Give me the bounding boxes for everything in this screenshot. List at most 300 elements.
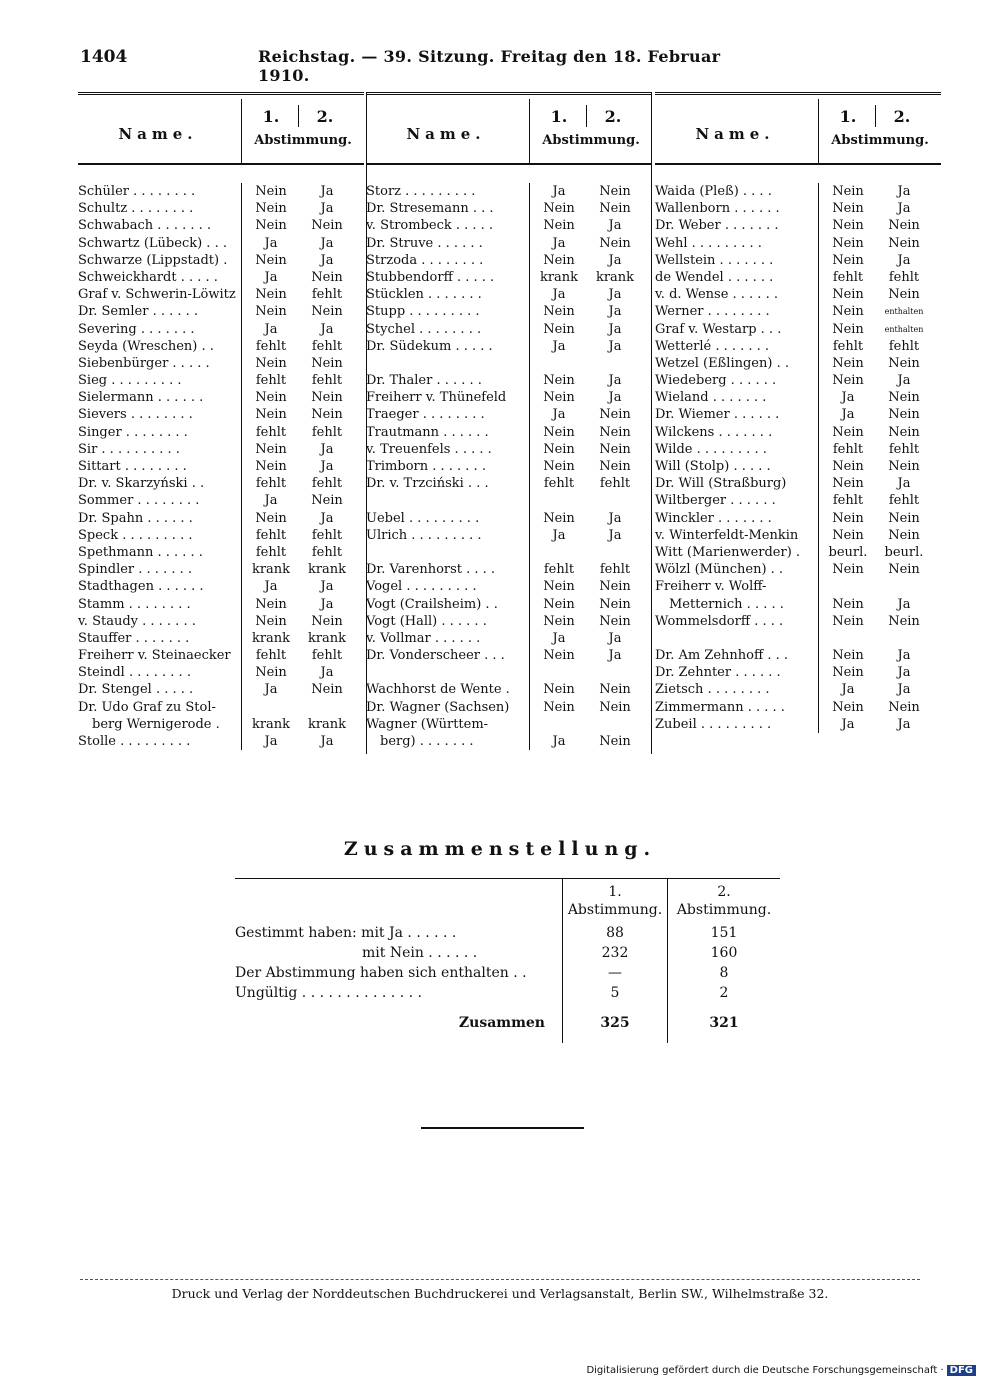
summary-label: mit Nein . . . . . . bbox=[362, 945, 478, 961]
summary-value-2: 151 bbox=[710, 925, 738, 941]
member-name: Winckler . . . . . . . bbox=[655, 510, 772, 526]
member-name: Dr. Spahn . . . . . . bbox=[78, 510, 193, 526]
vote-2: Nein bbox=[311, 269, 343, 285]
vote-2: Ja bbox=[608, 648, 622, 664]
table-row bbox=[655, 200, 941, 217]
member-name: Severing . . . . . . . bbox=[78, 321, 195, 337]
table-row bbox=[78, 217, 364, 234]
member-name: Wehl . . . . . . . . . bbox=[655, 235, 762, 251]
vote-1: Nein bbox=[543, 218, 575, 234]
vote-1: Ja bbox=[552, 338, 566, 354]
vote-1: Nein bbox=[255, 390, 287, 406]
member-name: Dr. Stresemann . . . bbox=[366, 201, 494, 217]
table-row bbox=[655, 458, 941, 475]
table-row bbox=[366, 716, 652, 733]
table-row bbox=[78, 681, 364, 698]
column-divider bbox=[651, 92, 652, 754]
vote-2: Ja bbox=[608, 510, 622, 526]
table-row bbox=[366, 303, 652, 320]
vote-2: Ja bbox=[320, 321, 334, 337]
table-row bbox=[366, 235, 652, 252]
vote-2: Ja bbox=[608, 321, 622, 337]
member-name: Stücklen . . . . . . . bbox=[366, 287, 482, 303]
summary-col1-head: 1. bbox=[608, 884, 622, 900]
table-row bbox=[655, 561, 941, 578]
vote-2: Ja bbox=[608, 252, 622, 268]
vote-1: Nein bbox=[832, 510, 864, 526]
table-row bbox=[366, 338, 652, 355]
member-name: Wilckens . . . . . . . bbox=[655, 424, 773, 440]
table-row bbox=[78, 716, 364, 733]
member-name: Freiherr v. Steinaecker bbox=[78, 648, 231, 664]
vote-1: fehlt bbox=[832, 338, 864, 354]
vote-2: Nein bbox=[311, 613, 343, 629]
vote-1: krank bbox=[251, 630, 291, 646]
vote-2: Nein bbox=[888, 390, 920, 406]
vote-2: Nein bbox=[599, 424, 631, 440]
member-name: Traeger . . . . . . . . bbox=[366, 407, 485, 423]
member-name: Strzoda . . . . . . . . bbox=[366, 252, 484, 268]
table-row bbox=[655, 355, 941, 372]
table-row bbox=[655, 681, 941, 698]
vote-2: Ja bbox=[608, 373, 622, 389]
vote-1: fehlt bbox=[832, 269, 864, 285]
summary-value-1: 88 bbox=[606, 925, 624, 941]
table-row bbox=[655, 424, 941, 441]
summary-col2-head: 2. bbox=[717, 884, 731, 900]
member-name: Vogel . . . . . . . . . bbox=[366, 579, 477, 595]
member-name: Werner . . . . . . . . bbox=[655, 304, 770, 320]
table-row bbox=[655, 269, 941, 286]
member-name: Seyda (Wreschen) . . bbox=[78, 338, 214, 354]
member-name: Wölzl (München) . . bbox=[655, 562, 784, 578]
vote-1: Ja bbox=[552, 630, 566, 646]
vote-1: Nein bbox=[832, 562, 864, 578]
member-name: Schweickhardt . . . . . bbox=[78, 269, 218, 285]
vote2-heading: 2. bbox=[893, 107, 911, 126]
member-name: Ulrich . . . . . . . . . bbox=[366, 527, 482, 543]
member-name: Spindler . . . . . . . bbox=[78, 562, 192, 578]
table-row bbox=[366, 406, 652, 423]
table-row bbox=[655, 613, 941, 630]
vote-1: Nein bbox=[543, 682, 575, 698]
vote-2: Ja bbox=[897, 716, 911, 732]
vote1-heading: 1. bbox=[839, 107, 857, 126]
vote-1: fehlt bbox=[255, 338, 287, 354]
table-row bbox=[655, 716, 941, 733]
summary-value-2: 2 bbox=[719, 985, 729, 1001]
dfg-credit bbox=[586, 1365, 976, 1376]
vote-1: Ja bbox=[264, 734, 278, 749]
table-row bbox=[366, 286, 652, 303]
vote-1: fehlt bbox=[255, 476, 287, 492]
vote-2: fehlt bbox=[311, 424, 343, 440]
vote-2: Nein bbox=[311, 304, 343, 320]
vote-1: krank bbox=[251, 562, 291, 578]
member-name: Stolle . . . . . . . . . bbox=[78, 734, 191, 749]
vote-2: Nein bbox=[311, 390, 343, 406]
table-row bbox=[78, 303, 364, 320]
vote2-heading: 2. bbox=[316, 107, 334, 126]
table-row bbox=[366, 441, 652, 458]
summary-value-1: 5 bbox=[610, 985, 620, 1001]
vote-1: Nein bbox=[255, 459, 287, 474]
vote-2: Nein bbox=[888, 235, 920, 251]
vote-1: Nein bbox=[832, 252, 864, 268]
vote-2: Nein bbox=[888, 510, 920, 526]
member-name: Dr. Südekum . . . . . bbox=[366, 338, 493, 354]
table-row bbox=[366, 664, 652, 681]
vote-2: Ja bbox=[608, 218, 622, 234]
table-row bbox=[366, 183, 652, 200]
member-name: Freiherr v. Wolff- bbox=[655, 579, 767, 595]
vote-1: Nein bbox=[832, 321, 864, 337]
vote-1: Ja bbox=[552, 287, 566, 303]
table-row bbox=[655, 321, 941, 338]
member-name: Stadthagen . . . . . . bbox=[78, 579, 204, 595]
table-row bbox=[366, 200, 652, 217]
member-name: Dr. Struve . . . . . . bbox=[366, 235, 483, 251]
member-name: Graf v. Schwerin-Löwitz bbox=[78, 287, 236, 303]
vote-1: Ja bbox=[552, 407, 566, 423]
vote-2: Ja bbox=[608, 390, 622, 406]
vote-1: Nein bbox=[255, 201, 287, 217]
member-name: Dr. Wiemer . . . . . . bbox=[655, 407, 780, 423]
vote-1: Ja bbox=[552, 527, 566, 543]
vote-2: Nein bbox=[599, 596, 631, 612]
vote-2: Ja bbox=[320, 579, 334, 595]
table-row bbox=[78, 389, 364, 406]
vote-1: Nein bbox=[255, 613, 287, 629]
member-name: Sir . . . . . . . . . . bbox=[78, 441, 180, 457]
table-header bbox=[655, 99, 941, 165]
printer-imprint: Druck und Verlag der Norddeutschen Buchdruckerei und Verlagsanstalt, Berlin SW., Wilhelmstraße 32. bbox=[171, 1286, 829, 1301]
vote-1: Ja bbox=[841, 390, 855, 406]
page-number: 1404 bbox=[80, 47, 128, 67]
vote-1: Nein bbox=[543, 304, 575, 320]
vote-1: Nein bbox=[543, 510, 575, 526]
vote-2: Nein bbox=[599, 201, 631, 217]
vote-2: Nein bbox=[599, 235, 631, 251]
member-name: Wieland . . . . . . . bbox=[655, 390, 767, 406]
member-name: Sievers . . . . . . . . bbox=[78, 407, 193, 423]
member-name: v. Strombeck . . . . . bbox=[366, 218, 494, 234]
vote-2: fehlt bbox=[888, 493, 920, 509]
table-row bbox=[78, 544, 364, 561]
vote-2: Nein bbox=[599, 184, 631, 199]
table-row bbox=[366, 321, 652, 338]
vote-1: Nein bbox=[255, 510, 287, 526]
vote-1: fehlt bbox=[543, 476, 575, 492]
member-name: v. Treuenfels . . . . . bbox=[366, 441, 492, 457]
summary-value-1: 232 bbox=[601, 945, 629, 961]
table-row bbox=[366, 217, 652, 234]
vote-2: Ja bbox=[608, 304, 622, 320]
summary-total-1: 325 bbox=[600, 1015, 630, 1031]
dfg-text: Digitalisierung gefördert durch die Deutsche Forschungsgemeinschaft · bbox=[586, 1365, 944, 1376]
table-row bbox=[78, 733, 364, 750]
vote-1: beurl. bbox=[828, 544, 868, 560]
member-name: Dr. Am Zehnhoff . . . bbox=[655, 648, 789, 664]
name-heading: Name. bbox=[695, 125, 775, 143]
table-row bbox=[366, 252, 652, 269]
vote-2: Ja bbox=[897, 184, 911, 199]
member-name: Dr. Vonderscheer . . . bbox=[366, 648, 505, 664]
vote-2: Nein bbox=[311, 355, 343, 371]
table-row bbox=[366, 596, 652, 613]
vote-2: krank bbox=[595, 269, 635, 285]
member-name: Wetterlé . . . . . . . bbox=[655, 338, 770, 354]
table-row bbox=[366, 424, 652, 441]
vote-1: Nein bbox=[255, 441, 287, 457]
vote-1: Nein bbox=[255, 407, 287, 423]
member-name: Will (Stolp) . . . . . bbox=[655, 459, 771, 474]
end-rule bbox=[421, 1127, 584, 1129]
vote-1: Nein bbox=[543, 201, 575, 217]
vote-1: Ja bbox=[841, 716, 855, 732]
vote-2: fehlt bbox=[888, 441, 920, 457]
member-name: Zubeil . . . . . . . . . bbox=[655, 716, 772, 732]
table-row bbox=[78, 699, 364, 716]
table-row bbox=[366, 681, 652, 698]
table-row bbox=[655, 596, 941, 613]
table-row bbox=[366, 733, 652, 750]
table-row bbox=[366, 269, 652, 286]
table-row bbox=[78, 406, 364, 423]
vote-1: Nein bbox=[543, 390, 575, 406]
vote-1: fehlt bbox=[255, 527, 287, 543]
member-name: Stubbendorff . . . . . bbox=[366, 269, 495, 285]
vote-1: Nein bbox=[543, 252, 575, 268]
vote-2: Ja bbox=[897, 252, 911, 268]
vote-2: Ja bbox=[320, 596, 334, 612]
vote-1: fehlt bbox=[832, 441, 864, 457]
member-name: Waida (Pleß) . . . . bbox=[655, 184, 772, 199]
member-name: v. d. Wense . . . . . . bbox=[655, 287, 778, 303]
member-name: Dr. Will (Straßburg) bbox=[655, 476, 787, 492]
member-name: Dr. v. Trzciński . . . bbox=[366, 476, 489, 492]
table-header bbox=[78, 99, 364, 165]
vote-2: Ja bbox=[320, 252, 334, 268]
vote1-heading: 1. bbox=[262, 107, 280, 126]
vote-1: Ja bbox=[264, 269, 278, 285]
vote-1: fehlt bbox=[832, 493, 864, 509]
table-row bbox=[78, 664, 364, 681]
table-row bbox=[655, 338, 941, 355]
vote2-heading: 2. bbox=[604, 107, 622, 126]
vote-2: Ja bbox=[897, 373, 911, 389]
member-name: Dr. Wagner (Sachsen) bbox=[366, 699, 510, 715]
vote-2: fehlt bbox=[311, 648, 343, 664]
vote-1: Nein bbox=[832, 648, 864, 664]
vote-column-1 bbox=[78, 92, 364, 750]
member-name: Schüler . . . . . . . . bbox=[78, 184, 196, 199]
abstimmung-heading: Abstimmung. bbox=[542, 133, 640, 148]
vote-1: Nein bbox=[832, 201, 864, 217]
vote-1: Nein bbox=[255, 184, 287, 199]
vote-2: fehlt bbox=[599, 476, 631, 492]
member-name: Wiedeberg . . . . . . bbox=[655, 373, 777, 389]
table-header bbox=[366, 99, 652, 165]
vote-1: Ja bbox=[552, 734, 566, 749]
vote-1: krank bbox=[539, 269, 579, 285]
table-row bbox=[655, 510, 941, 527]
member-name: Uebel . . . . . . . . . bbox=[366, 510, 480, 526]
table-row bbox=[78, 613, 364, 630]
summary-label: Gestimmt haben: mit Ja . . . . . . bbox=[235, 925, 457, 941]
member-name: Dr. Weber . . . . . . . bbox=[655, 218, 779, 234]
vote-2: fehlt bbox=[599, 562, 631, 578]
vote-2: Nein bbox=[599, 734, 631, 749]
abstimmung-heading: Abstimmung. bbox=[254, 133, 352, 148]
member-name: Speck . . . . . . . . . bbox=[78, 527, 193, 543]
vote-1: Nein bbox=[255, 252, 287, 268]
vote-1: Ja bbox=[552, 184, 566, 199]
vote-2: fehlt bbox=[311, 373, 343, 389]
vote-2: Nein bbox=[311, 407, 343, 423]
vote-1: Nein bbox=[255, 596, 287, 612]
member-name: Sieg . . . . . . . . . bbox=[78, 373, 182, 389]
vote-1: Nein bbox=[543, 613, 575, 629]
member-name: Wommelsdorff . . . . bbox=[655, 613, 784, 629]
vote-1: Ja bbox=[841, 682, 855, 698]
summary-row bbox=[235, 963, 780, 983]
table-row bbox=[78, 200, 364, 217]
table-row bbox=[78, 338, 364, 355]
table-row bbox=[655, 664, 941, 681]
vote-2: Ja bbox=[320, 665, 334, 681]
vote-1: Nein bbox=[543, 579, 575, 595]
table-row bbox=[366, 475, 652, 492]
member-name: berg Wernigerode . bbox=[92, 716, 220, 732]
vote-2: Ja bbox=[320, 235, 334, 251]
table-row bbox=[366, 355, 652, 372]
name-heading: Name. bbox=[118, 125, 198, 143]
vote-1: Nein bbox=[832, 527, 864, 543]
table-row bbox=[78, 527, 364, 544]
table-row bbox=[366, 561, 652, 578]
table-row bbox=[655, 475, 941, 492]
vote-2: fehlt bbox=[311, 287, 343, 303]
vote-2: Nein bbox=[311, 682, 343, 698]
vote-2: Ja bbox=[897, 648, 911, 664]
summary-label: Der Abstimmung haben sich enthalten . . bbox=[235, 965, 527, 981]
member-name: Dr. Semler . . . . . . bbox=[78, 304, 199, 320]
summary-total-row bbox=[235, 1013, 780, 1033]
table-row bbox=[655, 527, 941, 544]
vote-2: Nein bbox=[599, 613, 631, 629]
summary-total-2: 321 bbox=[709, 1015, 739, 1031]
member-name: v. Winterfeldt-Menkin bbox=[655, 527, 799, 543]
table-row bbox=[655, 217, 941, 234]
vote-2: Nein bbox=[311, 493, 343, 509]
member-name: Trautmann . . . . . . bbox=[366, 424, 489, 440]
member-name: Dr. Zehnter . . . . . . bbox=[655, 665, 781, 681]
vote-2: krank bbox=[307, 716, 347, 732]
member-name: Wallenborn . . . . . . bbox=[655, 201, 780, 217]
table-row bbox=[655, 630, 941, 647]
summary-title: Zusammenstellung. bbox=[343, 838, 657, 860]
member-name: de Wendel . . . . . . bbox=[655, 269, 774, 285]
summary-row bbox=[235, 943, 780, 963]
table-row bbox=[78, 286, 364, 303]
member-name: Stauffer . . . . . . . bbox=[78, 630, 190, 646]
summary-col2-sub: Abstimmung. bbox=[676, 902, 772, 918]
vote-2: Nein bbox=[599, 682, 631, 698]
member-name: Sielermann . . . . . . bbox=[78, 390, 204, 406]
vote-2: krank bbox=[307, 562, 347, 578]
member-name: Schwartz (Lübeck) . . . bbox=[78, 235, 227, 251]
member-name: Steindl . . . . . . . . bbox=[78, 665, 191, 681]
table-row bbox=[366, 389, 652, 406]
vote-1: Nein bbox=[255, 218, 287, 234]
vote-1: Nein bbox=[543, 596, 575, 612]
vote-2: Ja bbox=[320, 459, 334, 474]
summary-total-label: Zusammen bbox=[458, 1015, 545, 1031]
table-row bbox=[78, 441, 364, 458]
vote-1: Nein bbox=[832, 596, 864, 612]
summary-label: Ungültig . . . . . . . . . . . . . . bbox=[235, 985, 422, 1001]
summary-value-1: — bbox=[608, 965, 622, 981]
vote-1: Ja bbox=[264, 321, 278, 337]
table-row bbox=[78, 630, 364, 647]
table-row bbox=[78, 252, 364, 269]
table-row bbox=[78, 492, 364, 509]
vote-1: Nein bbox=[543, 441, 575, 457]
vote-2: Nein bbox=[888, 527, 920, 543]
member-name: v. Staudy . . . . . . . bbox=[78, 613, 196, 629]
vote-2: enthalten bbox=[884, 307, 924, 317]
table-row bbox=[366, 510, 652, 527]
table-row bbox=[655, 389, 941, 406]
table-row bbox=[366, 630, 652, 647]
vote-column-2 bbox=[366, 92, 652, 750]
vote-1: Nein bbox=[543, 459, 575, 474]
vote-1: Ja bbox=[264, 235, 278, 251]
table-row bbox=[655, 578, 941, 595]
member-name: Dr. Udo Graf zu Stol- bbox=[78, 699, 216, 715]
vote-2: Nein bbox=[888, 699, 920, 715]
vote-2: fehlt bbox=[311, 338, 343, 354]
vote-2: fehlt bbox=[311, 544, 343, 560]
vote-1: Nein bbox=[543, 373, 575, 389]
member-name: Wiltberger . . . . . . bbox=[655, 493, 776, 509]
summary-header bbox=[235, 879, 780, 923]
table-row bbox=[78, 355, 364, 372]
vote-2: Ja bbox=[320, 734, 334, 749]
table-row bbox=[655, 544, 941, 561]
member-name: Graf v. Westarp . . . bbox=[655, 321, 782, 337]
member-name: Wellstein . . . . . . . bbox=[655, 252, 774, 268]
vote-2: Nein bbox=[888, 287, 920, 303]
member-name: Wetzel (Eßlingen) . . bbox=[655, 355, 789, 371]
vote-1: Nein bbox=[832, 476, 864, 492]
vote-2: Ja bbox=[897, 665, 911, 681]
member-name: Schwabach . . . . . . . bbox=[78, 218, 212, 234]
vote-2: Ja bbox=[320, 441, 334, 457]
member-name: Dr. v. Skarzyński . . bbox=[78, 476, 205, 492]
table-row bbox=[366, 458, 652, 475]
vote-2: Nein bbox=[888, 613, 920, 629]
vote-2: Nein bbox=[888, 407, 920, 423]
vote1-heading: 1. bbox=[550, 107, 568, 126]
vote-2: Nein bbox=[599, 407, 631, 423]
vote-1: Ja bbox=[264, 493, 278, 509]
member-name: Vogt (Hall) . . . . . . bbox=[366, 613, 487, 629]
table-row bbox=[78, 578, 364, 595]
member-name: Siebenbürger . . . . . bbox=[78, 355, 210, 371]
footer-rule bbox=[80, 1279, 920, 1280]
